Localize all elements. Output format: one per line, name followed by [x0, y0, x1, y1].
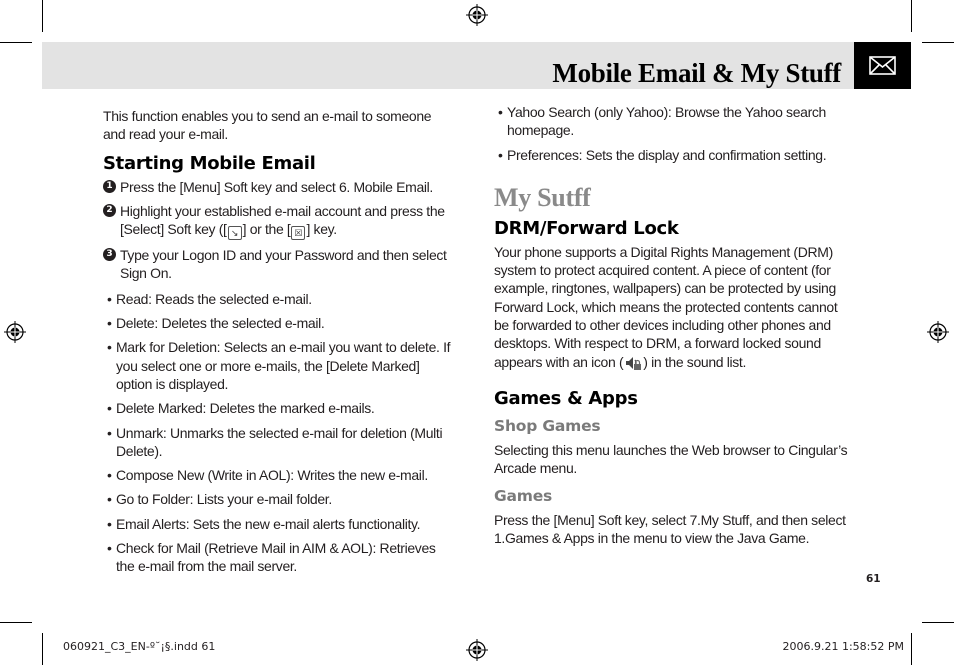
- step-number: 2: [103, 204, 116, 217]
- step-number: 3: [103, 248, 116, 261]
- my-stuff-section-title: My Sutff: [494, 182, 591, 212]
- crop-mark: [42, 0, 43, 32]
- step-text: Press the [Menu] Soft key and select 6. Mobile Email.: [120, 178, 433, 195]
- slug-filename: 060921_C3_EN-º˘¡§.indd 61: [63, 640, 216, 653]
- starting-mobile-email-heading: Starting Mobile Email: [103, 152, 316, 174]
- step-text: Type your Logon ID and your Password and then select Sign On.: [120, 247, 447, 282]
- bullet-item: • Go to Folder: Lists your e-mail folder.: [103, 490, 455, 508]
- step-1: [103, 178, 455, 196]
- registration-mark-icon: [466, 639, 488, 661]
- intro-paragraph: This function enables you to send an e-mail to someone and read your e-mail.: [103, 108, 432, 143]
- crop-mark: [922, 622, 954, 623]
- nav-key-icon: ☒: [291, 226, 305, 240]
- step-text: ] or the [: [242, 221, 291, 238]
- registration-mark-icon: [466, 4, 488, 26]
- drm-heading: DRM/Forward Lock: [494, 217, 679, 239]
- bullet-item: • Unmark: Unmarks the selected e-mail for deletion (Multi Delete).: [103, 424, 455, 461]
- locked-sound-icon: [624, 355, 642, 371]
- right-column: [494, 103, 854, 547]
- games-text: Press the [Menu] Soft key, select 7.My Stuff, and then select 1.Games & Apps in the menu to view the Java Game.: [494, 511, 846, 546]
- bullet-item: • Delete: Deletes the selected e-mail.: [103, 314, 455, 332]
- shop-games-subheading: Shop Games: [494, 416, 601, 435]
- drm-text: ) in the sound list.: [643, 353, 746, 370]
- ok-key-icon: ↘: [228, 226, 242, 240]
- registration-mark-icon: [4, 321, 26, 343]
- shop-games-text: Selecting this menu launches the Web browser to Cingular’s Arcade menu.: [494, 441, 848, 477]
- left-column: [103, 107, 455, 576]
- crop-mark: [911, 0, 912, 32]
- registration-mark-icon: [927, 321, 949, 343]
- envelope-icon: [869, 56, 896, 75]
- bullet-item: • Email Alerts: Sets the new e-mail alerts functionality.: [103, 515, 455, 533]
- drm-text: Your phone supports a Digital Rights Management (DRM) system to protect acquired content. A piece of content (for example, ringtones, wallpapers) can be protected by using Forward Lock, which means the protected contents cannot be forwarded to other devices including other phones and desktops. With respect to DRM, a forward locked sound appears with an icon (: [494, 243, 838, 370]
- bullet-item: • Delete Marked: Deletes the marked e-mails.: [103, 399, 455, 417]
- crop-mark: [42, 633, 43, 665]
- bullet-item: • Read: Reads the selected e-mail.: [103, 290, 455, 308]
- page-title: Mobile Email & My Stuff: [552, 58, 841, 88]
- header-icon-box: [854, 42, 911, 89]
- crop-mark: [0, 622, 32, 623]
- crop-mark: [911, 633, 912, 665]
- step-2: [103, 202, 455, 240]
- bullet-item: • Check for Mail (Retrieve Mail in AIM & AOL): Retrieves the e-mail from the mail server.: [103, 539, 455, 576]
- bullet-item: • Compose New (Write in AOL): Writes the new e-mail.: [103, 466, 455, 484]
- drm-paragraph: [494, 243, 854, 371]
- games-subheading: Games: [494, 486, 553, 505]
- bullet-item: • Yahoo Search (only Yahoo): Browse the Yahoo search homepage.: [494, 103, 854, 140]
- crop-mark: [0, 42, 32, 43]
- step-text: ] key.: [306, 221, 337, 238]
- crop-mark: [922, 42, 954, 43]
- bullet-item: • Mark for Deletion: Selects an e-mail you want to delete. If you select one or more e-mails, the [Delete Marked] option is displayed.: [103, 338, 455, 393]
- slug-timestamp: 2006.9.21 1:58:52 PM: [782, 640, 904, 653]
- games-apps-heading: Games & Apps: [494, 387, 638, 409]
- step-3: [103, 246, 455, 283]
- step-number: 1: [103, 180, 116, 193]
- bullet-item: • Preferences: Sets the display and confirmation setting.: [494, 146, 854, 164]
- page-number: 61: [866, 573, 881, 585]
- step-text: Highlight your established e-mail account and press the [Select] Soft key ([: [120, 202, 445, 238]
